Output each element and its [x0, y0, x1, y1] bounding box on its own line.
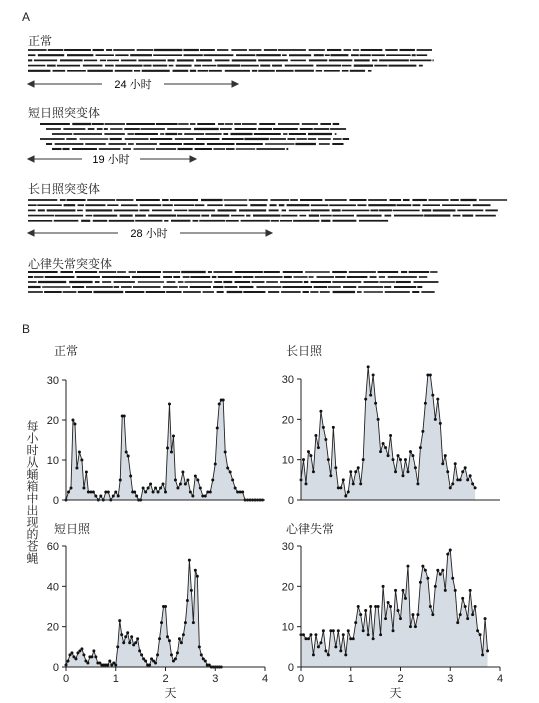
data-point — [454, 589, 457, 592]
data-point — [204, 495, 207, 498]
x-tick-label: 0 — [62, 673, 70, 685]
data-point — [404, 458, 407, 461]
data-point — [307, 450, 310, 453]
data-point — [154, 661, 157, 664]
data-point — [419, 446, 422, 449]
data-point — [454, 462, 457, 465]
data-point — [309, 454, 312, 457]
data-point — [117, 495, 120, 498]
data-point — [108, 659, 111, 662]
data-point — [464, 605, 467, 608]
data-point — [157, 491, 160, 494]
data-point — [307, 637, 310, 640]
x-tick-label: 1 — [112, 673, 119, 685]
data-point — [354, 621, 357, 624]
data-point — [118, 619, 121, 622]
data-point — [424, 569, 427, 572]
data-point — [362, 629, 365, 632]
data-point — [136, 637, 139, 640]
data-point — [114, 491, 117, 494]
data-point — [66, 659, 69, 662]
data-point — [401, 589, 404, 592]
data-point — [176, 651, 179, 654]
chart-normal — [47, 375, 265, 507]
data-point — [302, 458, 305, 461]
data-point — [411, 454, 414, 457]
data-point — [429, 605, 432, 608]
data-point — [382, 442, 385, 445]
data-point — [389, 434, 392, 437]
data-point — [314, 434, 317, 437]
data-point — [122, 641, 125, 644]
data-point — [446, 470, 449, 473]
x-tick-label: 2 — [162, 673, 169, 685]
panel-a-letter: A — [22, 10, 31, 24]
data-point — [449, 486, 452, 489]
data-point — [424, 402, 427, 405]
data-point — [344, 494, 347, 497]
data-point — [411, 613, 414, 616]
data-point — [180, 641, 183, 644]
data-point — [184, 621, 187, 624]
row-label-normal: 正常 — [28, 34, 53, 48]
data-point — [414, 625, 417, 628]
data-point — [436, 569, 439, 572]
data-point — [327, 653, 330, 656]
y-tick-label: 30 — [46, 375, 59, 387]
x-tick-label: 0 — [297, 673, 305, 685]
data-point — [196, 479, 199, 482]
data-point — [414, 466, 417, 469]
data-point — [439, 422, 442, 425]
data-point — [224, 451, 227, 454]
data-point — [112, 495, 115, 498]
data-point — [444, 454, 447, 457]
data-point — [334, 466, 337, 469]
y-tick-label: 30 — [281, 374, 294, 386]
data-point — [229, 471, 232, 474]
data-point — [82, 487, 85, 490]
data-point — [67, 491, 70, 494]
data-point — [119, 479, 122, 482]
data-point — [168, 403, 171, 406]
data-point — [459, 613, 462, 616]
period-label-long: 28 小时 — [130, 228, 168, 240]
data-point — [324, 649, 327, 652]
data-point — [166, 635, 169, 638]
data-point — [188, 559, 191, 562]
data-point — [354, 470, 357, 473]
data-point — [94, 495, 97, 498]
data-point — [357, 605, 360, 608]
data-point — [302, 633, 305, 636]
data-point — [474, 486, 477, 489]
data-point — [124, 635, 127, 638]
data-point — [127, 455, 130, 458]
data-point — [456, 621, 459, 624]
data-point — [342, 478, 345, 481]
data-point — [216, 427, 219, 430]
x-tick-label: 3 — [447, 673, 454, 685]
data-point — [304, 482, 307, 485]
data-point — [394, 470, 397, 473]
data-point — [461, 597, 464, 600]
data-point — [459, 478, 462, 481]
data-point — [186, 479, 189, 482]
data-point — [312, 653, 315, 656]
data-point — [75, 467, 78, 470]
data-point — [194, 475, 197, 478]
data-point — [387, 601, 390, 604]
y-tick-label: 0 — [52, 495, 59, 507]
row-label-arrhythmic: 心律失常突变体 — [28, 257, 113, 271]
data-point — [332, 426, 335, 429]
y-tick-label: 0 — [287, 495, 294, 507]
data-point — [317, 645, 320, 648]
data-point — [421, 430, 424, 433]
data-point — [73, 423, 76, 426]
data-point — [168, 639, 171, 642]
x-tick-label: 4 — [496, 673, 504, 685]
data-point — [441, 569, 444, 572]
data-point — [466, 478, 469, 481]
data-point — [140, 653, 143, 656]
data-point — [70, 651, 73, 654]
data-point — [181, 471, 184, 474]
row-label-long: 长日照突变体 — [28, 182, 101, 196]
data-point — [397, 454, 400, 457]
data-point — [154, 487, 157, 490]
data-point — [416, 482, 419, 485]
data-point — [359, 613, 362, 616]
data-point — [367, 365, 370, 368]
data-point — [449, 549, 452, 552]
chart-arrhythmic — [282, 541, 503, 700]
data-point — [138, 649, 141, 652]
data-point — [469, 589, 472, 592]
data-point — [166, 447, 169, 450]
data-point — [135, 495, 138, 498]
data-point — [401, 474, 404, 477]
data-point — [359, 482, 362, 485]
data-point — [416, 613, 419, 616]
data-point — [392, 458, 395, 461]
data-point — [82, 653, 85, 656]
period-label-short: 19 小时 — [92, 154, 130, 166]
data-point — [133, 491, 136, 494]
data-point — [196, 575, 199, 578]
data-point — [431, 613, 434, 616]
data-point — [129, 475, 132, 478]
data-point — [406, 470, 409, 473]
data-point — [94, 655, 97, 658]
data-point — [164, 491, 167, 494]
data-point — [384, 617, 387, 620]
data-point — [92, 649, 95, 652]
data-point — [342, 633, 345, 636]
data-point — [99, 495, 102, 498]
data-point — [90, 655, 93, 658]
data-point — [69, 487, 72, 490]
data-point — [461, 470, 464, 473]
data-point — [421, 565, 424, 568]
x-tick-label: 1 — [347, 673, 354, 685]
data-point — [339, 486, 342, 489]
data-point — [384, 446, 387, 449]
data-point — [486, 649, 489, 652]
data-point — [80, 459, 83, 462]
data-point — [156, 653, 159, 656]
data-point — [134, 641, 137, 644]
data-point — [142, 487, 145, 490]
data-point — [170, 653, 173, 656]
data-point — [409, 450, 412, 453]
data-point — [339, 649, 342, 652]
data-point — [347, 490, 350, 493]
data-point — [148, 663, 151, 666]
data-point — [174, 479, 177, 482]
y-axis-label: 每小时从蛹箱中出现的苍蝇 — [25, 420, 39, 564]
data-point — [159, 487, 162, 490]
data-point — [218, 403, 221, 406]
data-point — [222, 399, 225, 402]
data-point — [80, 647, 83, 650]
y-tick-label: 60 — [46, 541, 59, 553]
data-point — [471, 613, 474, 616]
data-point — [397, 609, 400, 612]
data-point — [372, 637, 375, 640]
data-point — [144, 491, 147, 494]
y-tick-label: 30 — [281, 541, 294, 553]
data-point — [106, 663, 109, 666]
data-point — [374, 402, 377, 405]
data-point — [419, 581, 422, 584]
chart-title-arrhythmic: 心律失常 — [286, 522, 335, 536]
data-point — [444, 589, 447, 592]
x-axis-label: 天 — [164, 686, 177, 700]
data-point — [406, 565, 409, 568]
data-point — [367, 633, 370, 636]
y-tick-label: 10 — [281, 621, 294, 634]
data-point — [372, 373, 375, 376]
data-point — [152, 491, 155, 494]
data-point — [174, 657, 177, 660]
data-point — [186, 599, 189, 602]
data-point — [377, 605, 380, 608]
data-point — [189, 491, 192, 494]
data-point — [434, 585, 437, 588]
data-point — [451, 482, 454, 485]
data-point — [322, 426, 325, 429]
data-point — [481, 653, 484, 656]
y-tick-label: 20 — [46, 415, 59, 427]
data-point — [149, 483, 152, 486]
data-point — [194, 569, 197, 572]
data-point — [324, 438, 327, 441]
data-point — [314, 633, 317, 636]
y-tick-label: 20 — [281, 581, 294, 594]
x-tick-label: 4 — [261, 673, 269, 685]
data-point — [123, 415, 126, 418]
series-area — [66, 400, 263, 500]
y-tick-label: 20 — [281, 414, 294, 427]
data-point — [234, 487, 237, 490]
chart-title-long: 长日照 — [286, 344, 323, 358]
data-point — [344, 653, 347, 656]
x-tick-label: 2 — [397, 673, 404, 685]
data-point — [337, 629, 340, 632]
data-point — [394, 589, 397, 592]
data-point — [191, 495, 194, 498]
data-point — [116, 645, 119, 648]
data-point — [352, 637, 355, 640]
data-point — [199, 487, 202, 490]
chart-title-normal: 正常 — [54, 344, 79, 358]
data-point — [389, 605, 392, 608]
data-point — [474, 605, 477, 608]
data-point — [226, 467, 229, 470]
data-point — [426, 577, 429, 580]
data-point — [334, 645, 337, 648]
data-point — [357, 466, 360, 469]
data-point — [347, 629, 350, 632]
data-point — [179, 483, 182, 486]
data-point — [364, 609, 367, 612]
data-point — [382, 585, 385, 588]
data-point — [130, 635, 133, 638]
data-point — [466, 617, 469, 620]
data-point — [114, 663, 117, 666]
data-point — [484, 617, 487, 620]
data-point — [399, 458, 402, 461]
data-point — [429, 373, 432, 376]
data-point — [160, 621, 163, 624]
data-point — [309, 633, 312, 636]
data-point — [404, 597, 407, 600]
data-point — [78, 451, 81, 454]
data-point — [200, 653, 203, 656]
y-tick-label: 40 — [46, 581, 59, 594]
data-point — [126, 631, 129, 634]
data-point — [319, 410, 322, 413]
data-point — [319, 641, 322, 644]
data-point — [176, 487, 179, 490]
data-point — [211, 479, 214, 482]
chart-title-short: 短日照 — [54, 522, 91, 536]
data-point — [352, 482, 355, 485]
data-point — [128, 641, 131, 644]
data-point — [92, 491, 95, 494]
period-label-normal: 24 小时 — [114, 79, 152, 91]
data-point — [147, 487, 150, 490]
data-point — [120, 633, 123, 636]
chart-long-day — [282, 365, 500, 507]
y-tick-label: 0 — [287, 662, 294, 674]
data-point — [436, 398, 439, 401]
data-point — [392, 629, 395, 632]
data-point — [362, 458, 365, 461]
data-point — [231, 479, 234, 482]
data-point — [241, 491, 244, 494]
x-tick-label: 3 — [212, 673, 219, 685]
y-tick-label: 10 — [281, 454, 294, 467]
y-tick-label: 10 — [46, 455, 59, 467]
data-point — [364, 398, 367, 401]
row-label-short: 短日照突变体 — [28, 106, 101, 120]
data-point — [214, 463, 217, 466]
panel-b-letter: B — [22, 322, 31, 336]
data-point — [434, 418, 437, 421]
data-point — [190, 589, 193, 592]
data-point — [170, 451, 173, 454]
data-point — [329, 474, 332, 477]
data-point — [322, 629, 325, 632]
y-tick-label: 0 — [52, 662, 59, 674]
data-point — [184, 483, 187, 486]
data-point — [369, 394, 372, 397]
data-point — [85, 471, 88, 474]
data-point — [312, 470, 315, 473]
data-point — [377, 418, 380, 421]
data-point — [476, 629, 479, 632]
data-point — [198, 645, 201, 648]
data-point — [479, 633, 482, 636]
data-point — [446, 553, 449, 556]
data-point — [204, 659, 207, 662]
data-point — [182, 633, 185, 636]
data-point — [387, 454, 390, 457]
y-tick-label: 20 — [46, 621, 59, 634]
data-point — [431, 394, 434, 397]
data-point — [74, 657, 77, 660]
data-point — [441, 462, 444, 465]
data-point — [125, 451, 128, 454]
data-point — [464, 466, 467, 469]
data-point — [379, 633, 382, 636]
data-point — [439, 573, 442, 576]
data-point — [162, 483, 165, 486]
data-point — [349, 470, 352, 473]
data-point — [451, 577, 454, 580]
data-point — [172, 435, 175, 438]
data-point — [369, 605, 372, 608]
chart-short-day — [47, 541, 268, 700]
data-point — [209, 491, 212, 494]
x-axis-label: 天 — [389, 686, 402, 700]
data-point — [86, 661, 89, 664]
data-point — [327, 458, 330, 461]
data-point — [471, 482, 474, 485]
data-point — [409, 625, 412, 628]
data-point — [164, 605, 167, 608]
data-point — [107, 491, 110, 494]
data-point — [379, 450, 382, 453]
data-point — [144, 659, 147, 662]
data-point — [192, 621, 195, 624]
data-point — [469, 474, 472, 477]
data-point — [332, 629, 335, 632]
data-point — [178, 637, 181, 640]
data-point — [71, 419, 74, 422]
data-point — [399, 617, 402, 620]
data-point — [158, 637, 161, 640]
data-point — [317, 446, 320, 449]
